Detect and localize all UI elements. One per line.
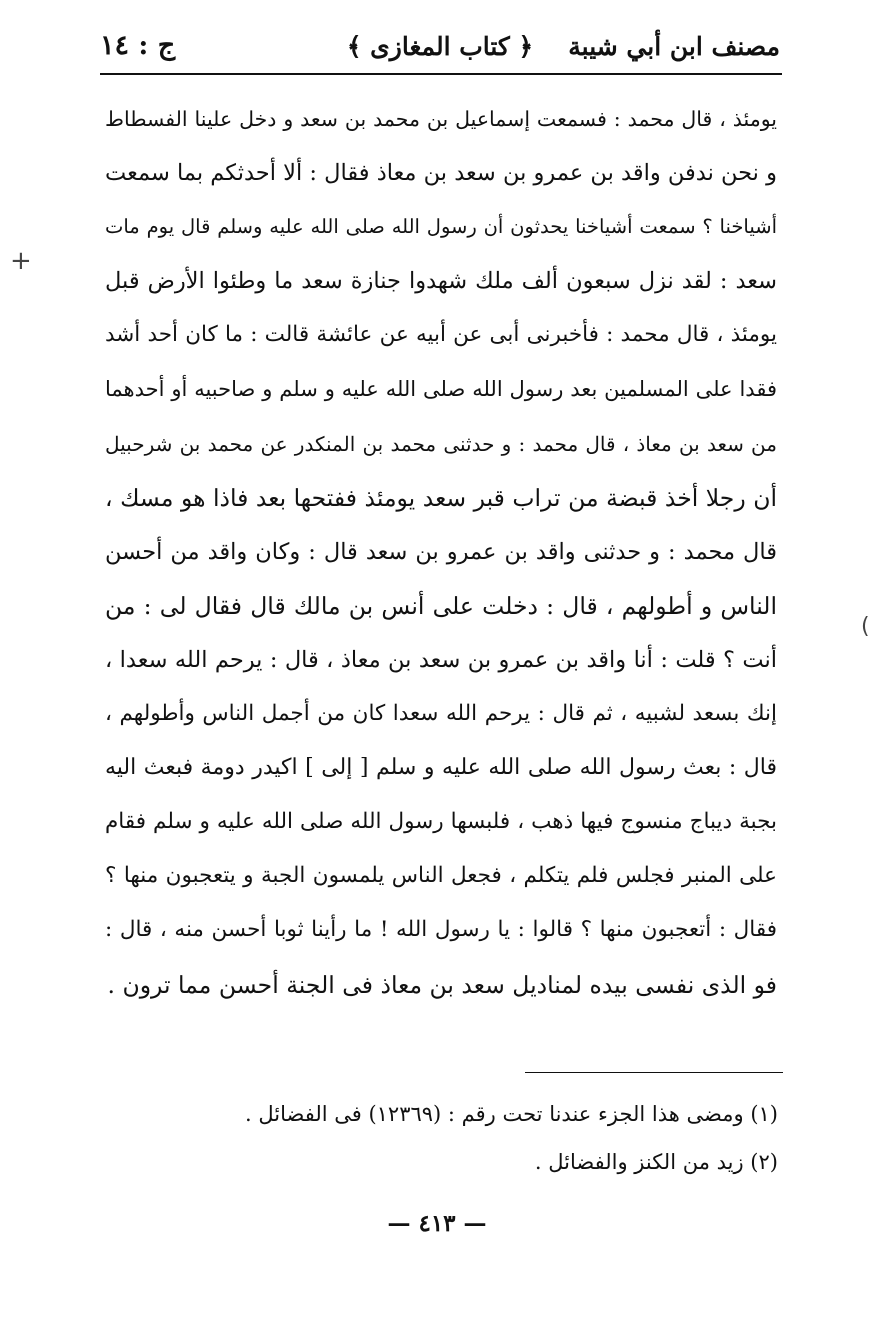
page-header — [100, 28, 780, 72]
text-line: يومئذ ، قال محمد : فسمعت إسماعيل بن محمد بن سعد و دخل علينا الفسطاط — [105, 107, 777, 131]
footnote: (١) ومضى هذا الجزء عندنا تحت رقم : (١٢٣٦٩) فى الفضائل . — [244, 1102, 778, 1126]
margin-bracket-icon: ( — [861, 614, 870, 639]
text-line: أنت ؟ قلت : أنا واقد بن عمرو بن سعد بن معاذ ، قال : يرحم الله سعدا ، — [105, 646, 777, 673]
text-line: الناس و أطولهم ، قال : دخلت على أنس بن مالك قال فقال لى : من — [105, 591, 777, 620]
text-line: قال : بعث رسول الله صلى الله عليه و سلم [ إلى ] اكيدر دومة فبعث اليه — [105, 755, 777, 781]
footnote-rule — [525, 1072, 783, 1073]
text-line: بجبة ديباج منسوج فيها ذهب ، فلبسها رسول الله صلى الله عليه و سلم فقام — [105, 809, 777, 835]
text-line: فقال : أتعجبون منها ؟ قالوا : يا رسول الله ! ما رأينا ثوبا أحسن منه ، قال : — [105, 917, 777, 943]
text-line: إنك بسعد لشبيه ، ثم قال : يرحم الله سعدا كان من أجمل الناس وأطولهم ، — [105, 701, 777, 727]
volume-label: ج : ١٤ — [100, 30, 176, 61]
footnote: (٢) زيد من الكنز والفضائل . — [534, 1150, 778, 1174]
text-line: أشياخنا ؟ سمعت أشياخنا يحدثون أن رسول الله صلى الله عليه وسلم قال يوم مات — [105, 215, 777, 239]
text-line: فو الذى نفسى بيده لمناديل سعد بن معاذ فى الجنة أحسن مما ترون . — [107, 970, 777, 999]
text-line: سعد : لقد نزل سبعون ألف ملك شهدوا جنازة سعد ما وطئوا الأرض قبل — [105, 268, 777, 295]
header-rule — [100, 73, 782, 75]
chapter-title: ﴿ كتاب المغازى ﴾ — [346, 32, 534, 61]
page-number: — ٤١٣ — — [387, 1210, 487, 1237]
body-text — [105, 92, 777, 1012]
text-line: على المنبر فجلس فلم يتكلم ، فجعل الناس يلمسون الجبة و يتعجبون منها ؟ — [105, 863, 777, 889]
footnotes — [98, 1094, 778, 1190]
text-line: و نحن ندفن واقد بن عمرو بن سعد بن معاذ فقال : ألا أحدثكم بما سمعت — [105, 160, 777, 187]
text-line: من سعد بن معاذ ، قال محمد : و حدثنى محمد بن المنكدر عن محمد بن شرحبيل — [105, 431, 777, 456]
crosshair-mark-icon: + — [10, 246, 32, 276]
text-line: فقدا على المسلمين بعد رسول الله صلى الله عليه و سلم و صاحبيه أو أحدهما — [105, 377, 777, 402]
text-line: أن رجلا أخذ قبضة من تراب قبر سعد يومئذ ففتحها بعد فاذا هو مسك ، — [105, 483, 777, 512]
book-title: مصنف ابن أبي شيبة — [568, 32, 780, 61]
text-line: قال محمد : و حدثنى واقد بن عمرو بن سعد قال : وكان واقد من أحسن — [105, 538, 777, 565]
text-line: يومئذ ، قال محمد : فأخبرنى أبى عن أبيه عن عائشة قالت : ما كان أحد أشد — [105, 322, 777, 348]
